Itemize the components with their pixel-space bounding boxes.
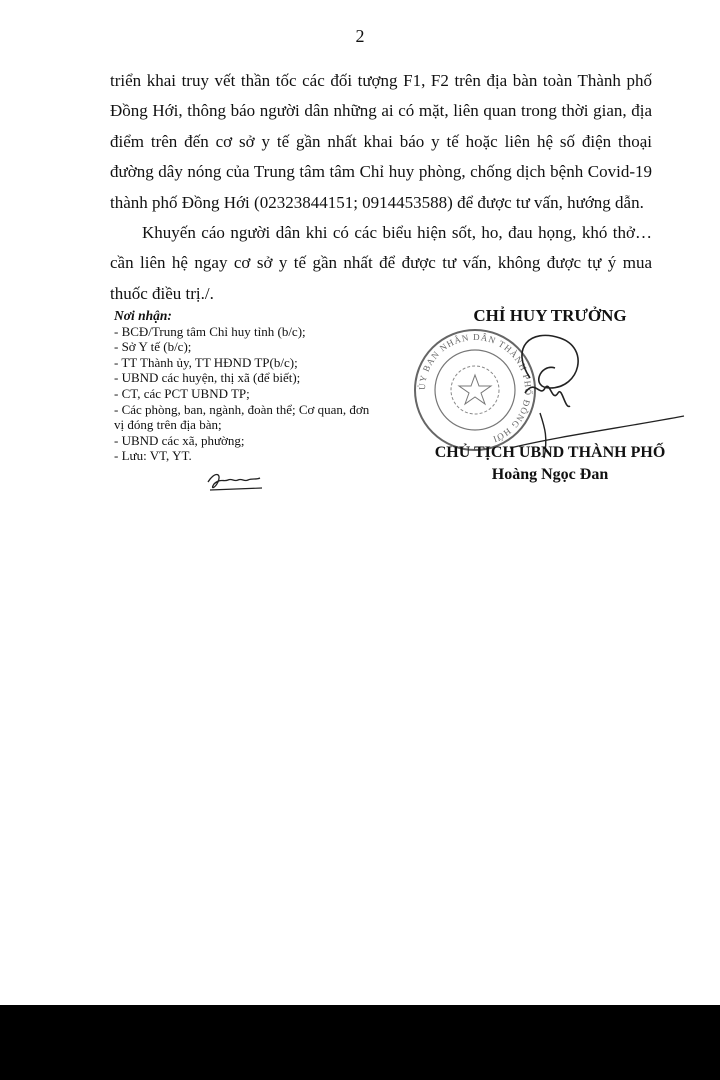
recipient-item: - BCĐ/Trung tâm Chỉ huy tỉnh (b/c);	[114, 323, 306, 339]
recipient-item: - Sở Y tế (b/c);	[114, 339, 192, 355]
body-paragraph-1: triển khai truy vết thần tốc các đối tượng F1, F2 trên địa bàn toàn Thành phố Đồng Hới, thông báo người dân những ai có mặt, liên quan trong thời gian, địa điểm trên đến cơ sở y tế gần nhất khai báo y tế hoặc liên hệ số điện thoại đường dây nóng của Trung tâm tâm Chỉ huy phòng, chống dịch bệnh Covid-19 thành phố Đồng Hới (02323844151; 0914453588) để được tư vấn, hướng dẫn.	[110, 71, 652, 212]
signer-title: CHỈ HUY TRƯỞNG	[473, 306, 627, 325]
document-body	[110, 66, 652, 309]
signer-name: Hoàng Ngọc Đan	[491, 466, 609, 483]
scan-bottom-border	[0, 1005, 720, 1080]
recipient-item: - TT Thành ủy, TT HĐND TP(b/c);	[114, 354, 298, 370]
recipients-block	[114, 308, 374, 464]
recipient-item: - CT, các PCT UBND TP;	[114, 385, 250, 401]
body-paragraph-2: Khuyến cáo người dân khi có các biểu hiện sốt, ho, đau họng, khó thở… cần liên hệ ngay cơ sở y tế gần nhất để được tư vấn, không được tự ý mua thuốc điều trị./.	[110, 223, 652, 303]
page-number: 2	[355, 26, 365, 46]
initials-signature	[204, 468, 266, 494]
recipient-item: - Các phòng, ban, ngành, đoàn thể; Cơ quan, đơn vị đóng trên địa bàn;	[114, 401, 370, 433]
signer-position: CHỦ TỊCH UBND THÀNH PHỐ	[434, 444, 666, 461]
recipient-item: - UBND các huyện, thị xã (để biết);	[114, 370, 301, 386]
seal-ring-text: ỦY BAN NHÂN DÂN THÀNH PHỐ ĐỒNG HỚI	[416, 331, 534, 445]
recipients-heading: Nơi nhận:	[114, 308, 172, 323]
recipient-item: - UBND các xã, phường;	[114, 432, 245, 448]
recipient-item: - Lưu: VT, YT.	[114, 448, 192, 464]
